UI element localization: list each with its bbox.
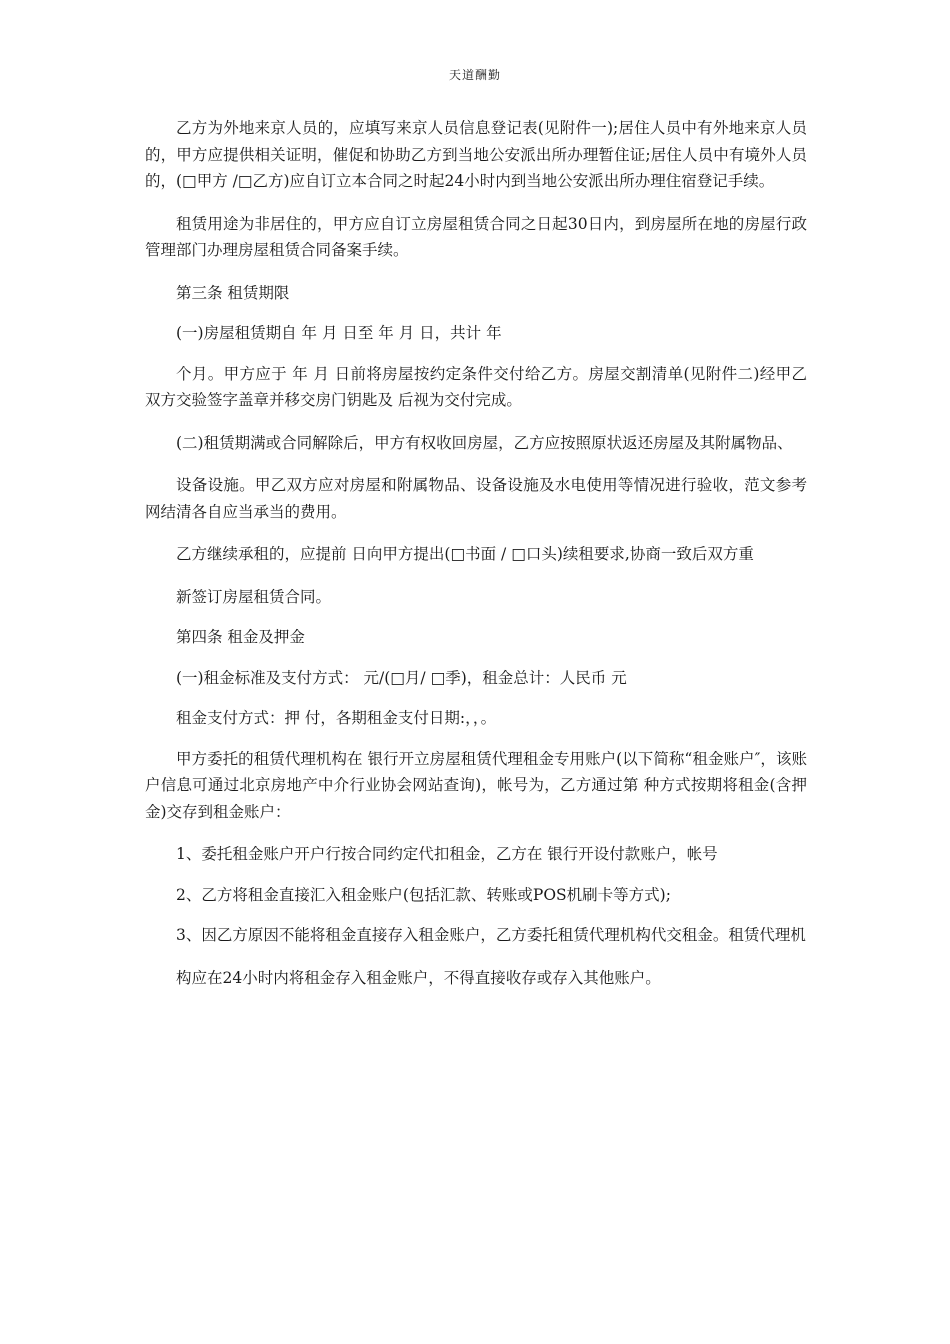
section-heading-lease-term: 第三条 租赁期限 bbox=[176, 283, 290, 302]
paragraph-rent-account: 甲方委托的租赁代理机构在 银行开立房屋租赁代理租金专用账户(以下简称“租金账户″，该账户信息可通过北京房地产中介行业协会网站查询)，帐号为，乙方通过第 种方式按期将租金(含押金)交存到租金账户： bbox=[145, 749, 807, 821]
paragraph-agent-deposit: 构应在24小时内将租金存入租金账户，不得直接收存或存入其他账户。 bbox=[176, 968, 661, 987]
list-item-option-2: 2、乙方将租金直接汇入租金账户(包括汇款、转账或POS机刷卡等方式); bbox=[176, 885, 671, 904]
paragraph-new-contract: 新签订房屋租赁合同。 bbox=[176, 587, 332, 606]
page-header: 天道酬勤 bbox=[448, 68, 501, 82]
section-heading-rent-deposit: 第四条 租金及押金 bbox=[176, 628, 305, 646]
document-body bbox=[145, 115, 807, 1007]
paragraph-lease-period: (一)房屋租赁期自 年 月 日至 年 月 日，共计 年 bbox=[176, 324, 502, 342]
paragraph-delivery: 个月。甲方应于 年 月 日前将房屋按约定条件交付给乙方。房屋交割清单(见附件二)经甲乙双方交验签字盖章并移交房门钥匙及 后视为交付完成。 bbox=[145, 364, 807, 409]
paragraph-lease-expiry: (二)租赁期满或合同解除后，甲方有权收回房屋，乙方应按照原状返还房屋及其附属物品、 bbox=[176, 433, 793, 452]
paragraph-inspection: 设备设施。甲乙双方应对房屋和附属物品、设备设施及水电使用等情况进行验收，范文参考网结清各自应当承当的费用。 bbox=[145, 476, 807, 521]
paragraph-payment-method: 租金支付方式：押 付，各期租金支付日期:，，。 bbox=[176, 709, 497, 727]
list-item-option-3: 3、因乙方原因不能将租金直接存入租金账户，乙方委托租赁代理机构代交租金。租赁代理机 bbox=[176, 926, 806, 944]
list-item-option-1: 1、委托租金账户开户行按合同约定代扣租金，乙方在 银行开设付款账户，帐号 bbox=[176, 845, 718, 863]
paragraph-filing: 租赁用途为非居住的，甲方应自订立房屋租赁合同之日起30日内，到房屋所在地的房屋行政管理部门办理房屋租赁合同备案手续。 bbox=[145, 214, 807, 259]
paragraph-registration: 乙方为外地来京人员的，应填写来京人员信息登记表(见附件一);居住人员中有外地来京人员的，甲方应提供相关证明，催促和协助乙方到当地公安派出所办理暂住证;居住人员中有境外人员的，(□甲方 /□乙方)应自订立本合同之时起24小时内到当地公安派出所办理住宿登记手续。 bbox=[145, 119, 807, 190]
paragraph-rent-standard: (一)租金标准及支付方式： 元/(□月/ □季)，租金总计：人民币 元 bbox=[176, 668, 627, 687]
paragraph-renewal: 乙方继续承租的，应提前 日向甲方提出(□书面 / □口头)续租要求,协商一致后双方重 bbox=[176, 545, 754, 563]
